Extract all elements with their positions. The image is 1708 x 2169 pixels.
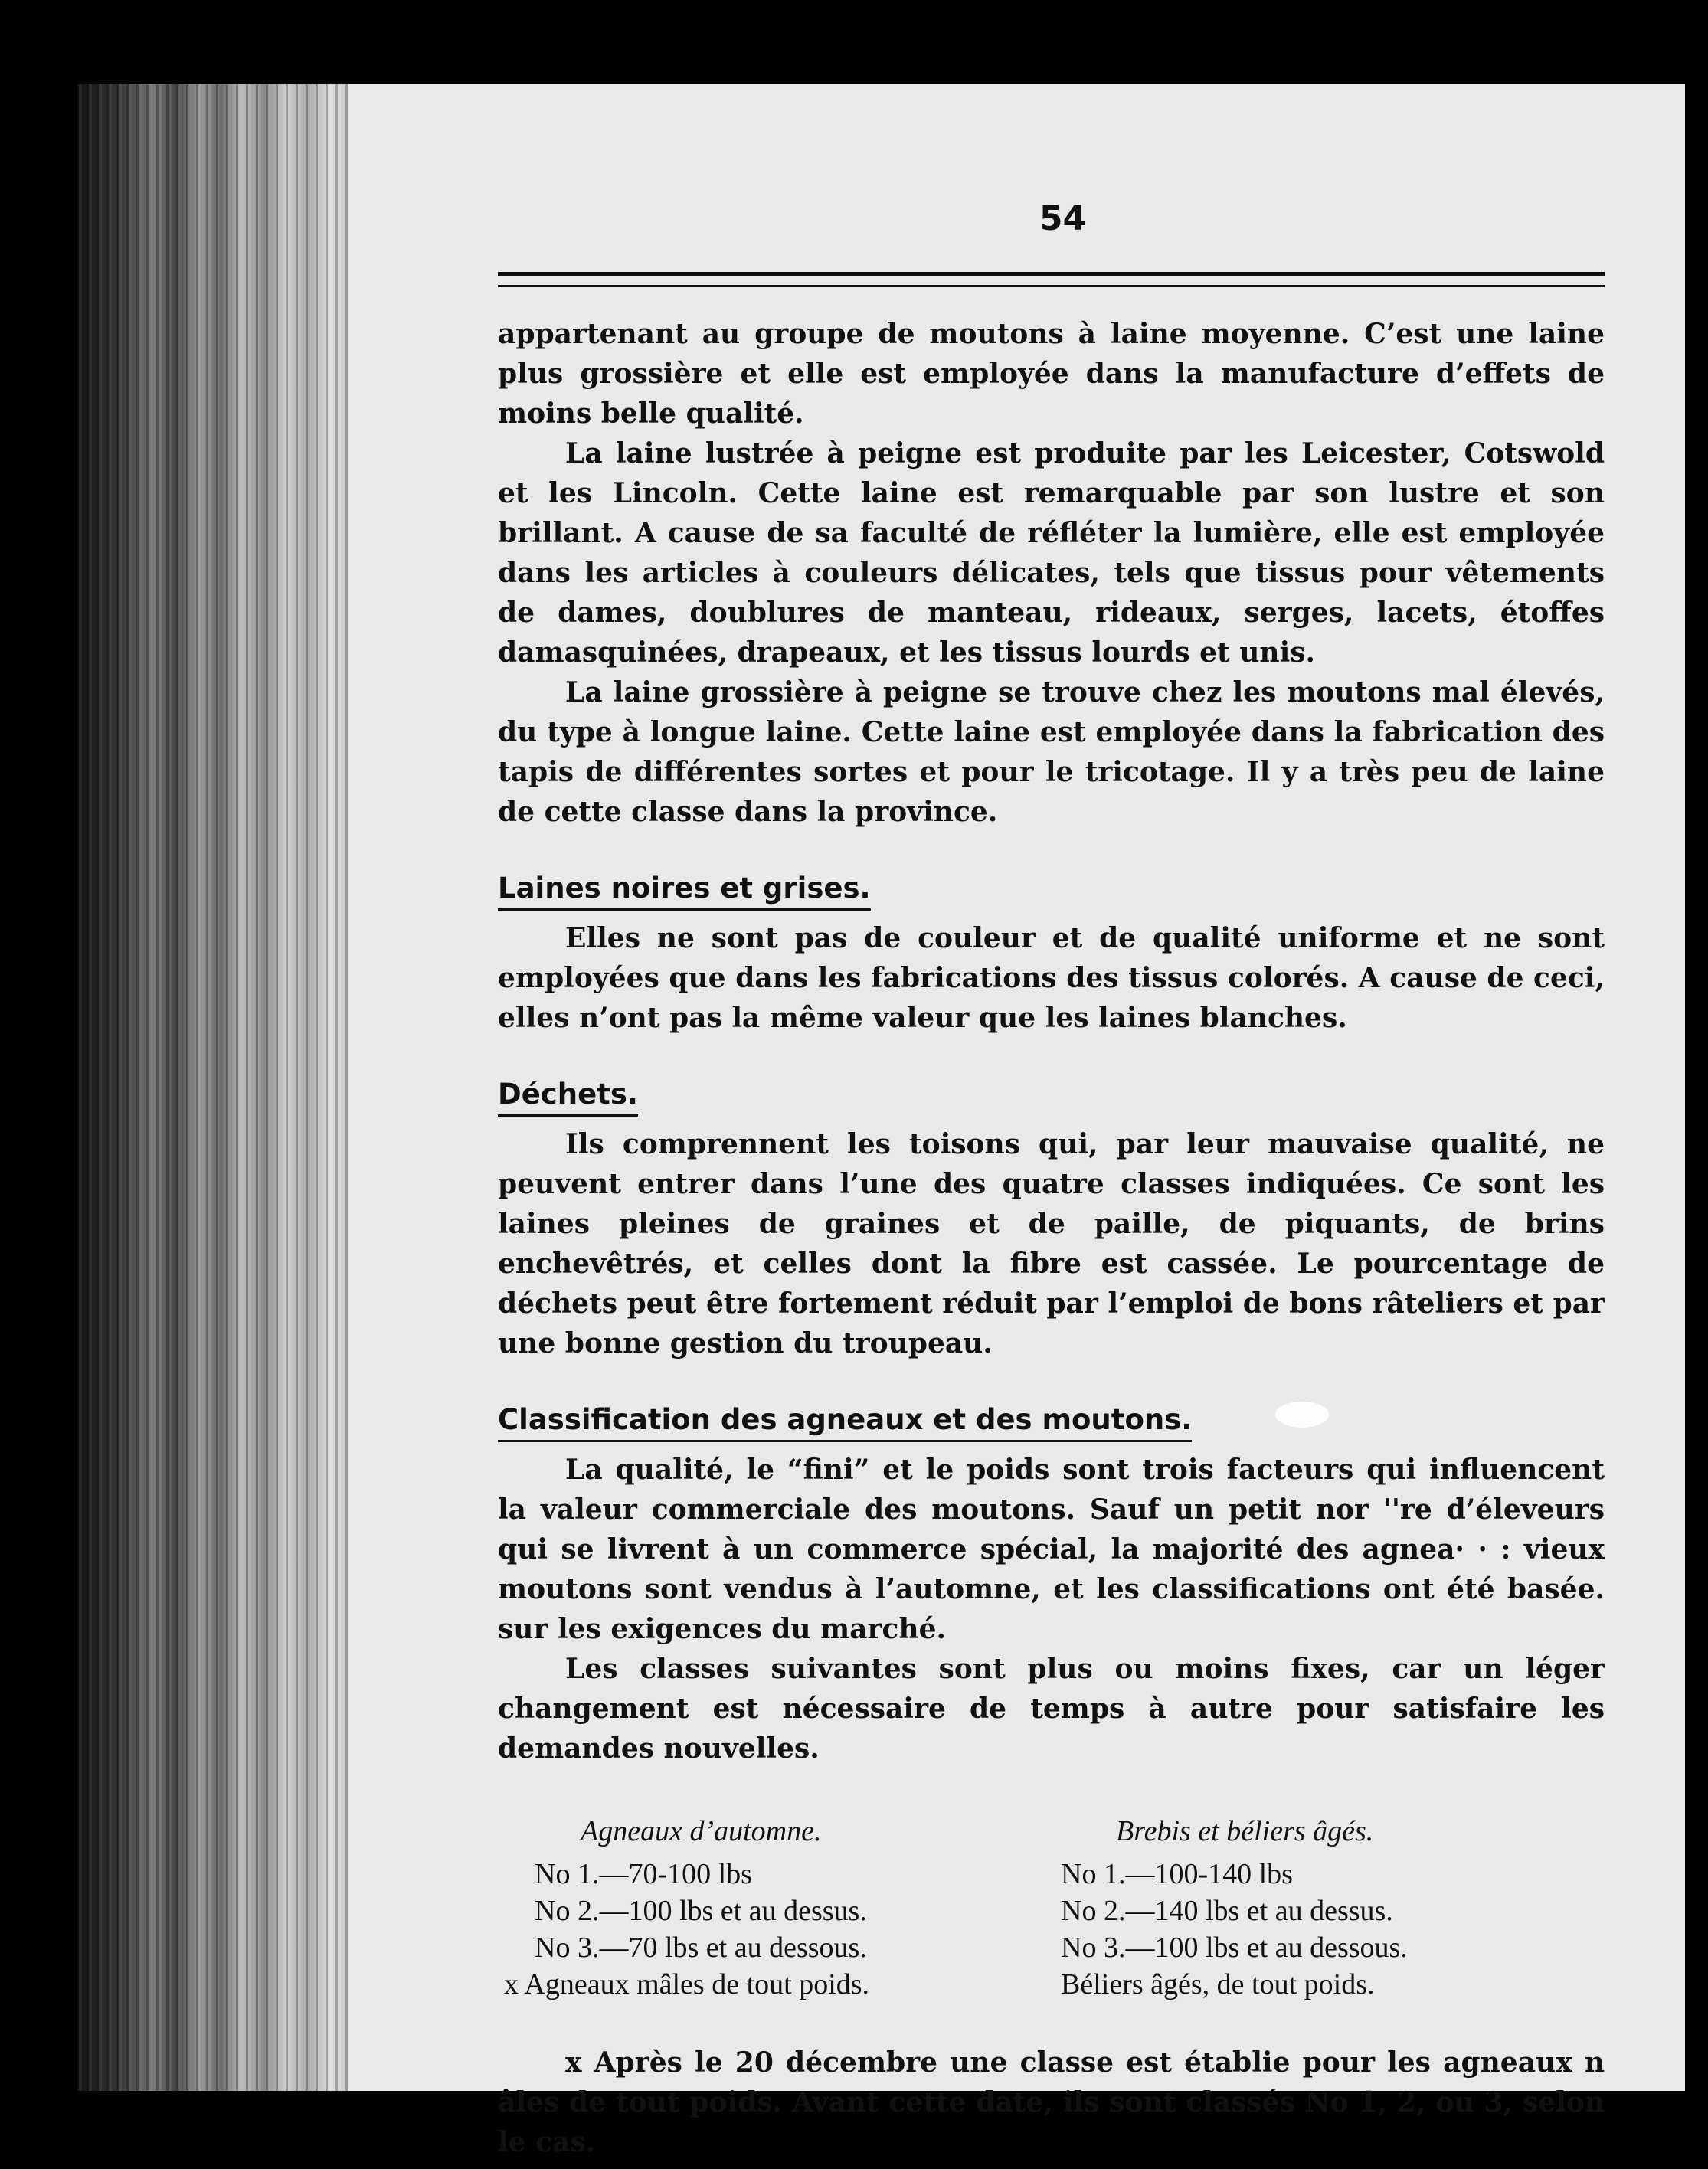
grades-table: [498, 1813, 1605, 2043]
page-content: [498, 314, 1605, 2162]
section-heading-wrap: [498, 1075, 1605, 1117]
header-rule-thin: [498, 285, 1605, 287]
grades-column-agneaux: [504, 1813, 870, 2003]
film-edge: [77, 84, 352, 2091]
section-heading-wrap: [498, 1400, 1605, 1442]
document-page: [348, 84, 1685, 2158]
paragraph-classification: La qualité, le “fini” et le poids sont trois facteurs qui influencent la valeur commerciale des moutons. Sauf un petit nor ''re d’éleveurs qui se livrent à un commerce spécial, la majorité des agnea· · : vieux moutons sont vendus à l’automne, et les classifications ont été basée. sur les exigences du marché.: [498, 1454, 1605, 1645]
paragraph-laines-noires: Elles ne sont pas de couleur et de qualité uniforme et ne sont employées que dans les fabrications des tissus colorés. A cause de ceci, elles n’ont pas la même valeur que les laines blanches.: [498, 922, 1605, 1034]
grade-row: x Agneaux mâles de tout poids.: [504, 1968, 870, 2001]
header-rule: [498, 272, 1605, 276]
paragraph-laine-lustree: La laine lustrée à peigne est produite par les Leicester, Cotswold et les Lincoln. Cette laine est remarquable par son lustre et son brillant. A cause de sa faculté de réfléter la lumière, elle est employée dans les articles à couleurs délicates, tels que tissus pour vêtements de dames, doublures de manteau, rideaux, serges, lacets, étoffes damasquinées, drapeaux, et les tissus lourds et unis.: [498, 437, 1605, 669]
grade-row: No 2.—140 lbs et au dessus.: [1061, 1895, 1393, 1927]
footnote: x Après le 20 décembre une classe est établie pour les agneaux n âles de tout poids. Avant cette date, ils sont classés No 1, 2, ou 3, selon le cas.: [498, 2046, 1605, 2158]
grades-column-brebis: [1061, 1813, 1408, 2003]
grade-row: No 3.—70 lbs et au dessous.: [535, 1932, 867, 1964]
grade-row: No 3.—100 lbs et au dessous.: [1061, 1932, 1408, 1964]
paragraph-classes-suivantes: Les classes suivantes sont plus ou moins fixes, car un léger changement est nécessaire de temps à autre pour satisfaire les demandes nouvelles.: [498, 1653, 1605, 1765]
grade-row: Béliers âgés, de tout poids.: [1061, 1968, 1375, 2001]
heading-dechets: Déchets.: [498, 1078, 638, 1117]
paragraph-dechets: Ils comprennent les toisons qui, par leur mauvaise qualité, ne peuvent entrer dans l’une des quatre classes indiquées. Ce sont les laines pleines de graines et de paille, de piquants, de brins enchevêtrés, et celles dont la fibre est cassée. Le pourcentage de déchets peut être fortement réduit par l’emploi de bons râteliers et par une bonne gestion du troupeau.: [498, 1128, 1605, 1359]
column-title: Brebis et béliers âgés.: [1116, 1815, 1374, 1847]
scan-smudge: [1275, 1402, 1329, 1428]
grade-row: No 2.—100 lbs et au dessus.: [535, 1895, 867, 1927]
page-number: 54: [1039, 199, 1087, 238]
paragraph-laine-grossiere: La laine grossière à peigne se trouve chez les moutons mal élevés, du type à longue laine. Cette laine est employée dans la fabrication des tapis de différentes sortes et pour le tricotage. Il y a très peu de laine de cette classe dans la province.: [498, 676, 1605, 828]
heading-laines-noires: Laines noires et grises.: [498, 872, 871, 911]
column-title: Agneaux d’automne.: [581, 1815, 822, 1847]
section-heading-wrap: [498, 869, 1605, 911]
paragraph-continuation: appartenant au groupe de moutons à laine moyenne. C’est une laine plus grossière et elle est employée dans la manufacture d’effets de moins belle qualité.: [498, 318, 1605, 430]
grade-row: No 1.—100-140 lbs: [1061, 1858, 1293, 1890]
heading-classification: Classification des agneaux et des moutons.: [498, 1403, 1192, 1442]
grade-row: No 1.—70-100 lbs: [535, 1858, 752, 1890]
